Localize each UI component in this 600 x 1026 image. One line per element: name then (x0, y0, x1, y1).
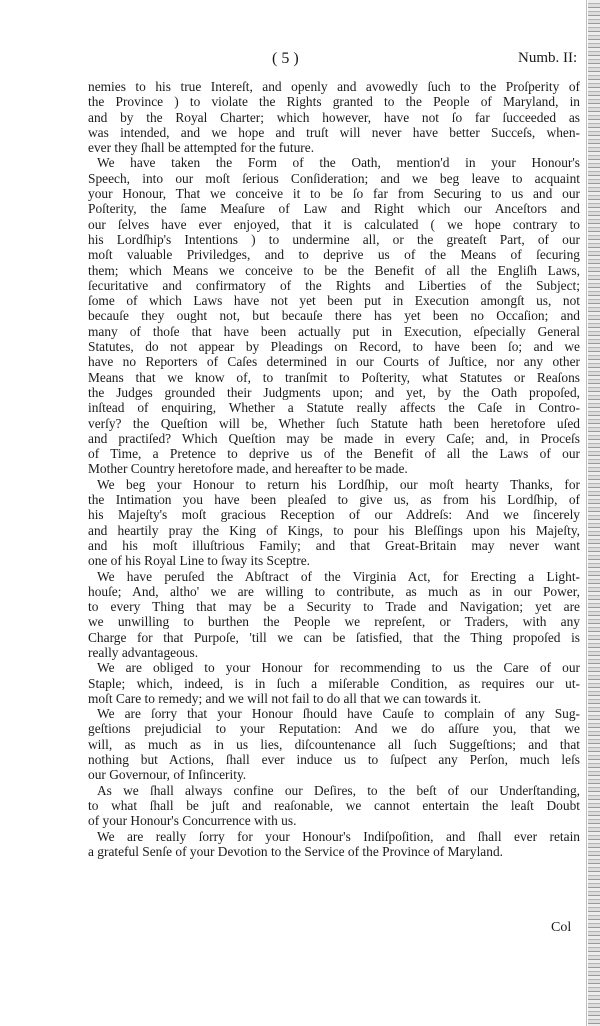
text-line: nothing but Actions, ſhall ever induce us to ſuſpect any Perſon, much leſs (88, 752, 580, 768)
text-line: his Lordſhip's Intentions ) to undermine all, or the greateſt Part, of our (88, 231, 580, 247)
text-line: of Time, a Pretence to deprive us of the Benefit of all the Laws of our (88, 446, 580, 462)
text-line: a grateful Senſe of your Devotion to the Service of the Province of Maryland. (88, 843, 503, 859)
text-line: the Intimation you have been pleaſed to give us, as from his Lordſhip, of (88, 492, 580, 508)
paragraph (88, 706, 580, 782)
binding-strip (588, 0, 600, 1026)
text-line: many of thoſe that have been actually put in Execution, eſpecially General (88, 323, 580, 339)
text-line: nemies to his true Intereſt, and openly and avowedly ſuch to the Proſperity of (88, 79, 580, 94)
paragraph (88, 477, 580, 569)
text-line: we unwilling to burthen the People we repreſent, or Traders, with any (88, 614, 580, 630)
text-line: Statutes, do not appear by Pleadings on Record, to have been ſo; and we (88, 339, 580, 355)
text-line: and his moſt illuſtrious Family; and that Great-Britain may never want (88, 537, 580, 553)
text-line: houſe; And, altho' we are willing to contribute, as much as in our Power, (88, 583, 580, 599)
text-line: them; which Means we conceive to be the Benefit of all the Engliſh Laws, (88, 262, 580, 278)
text-line: to every Thing that may be a Security to Trade and Navigation; yet are (88, 599, 580, 615)
text-line: We are obliged to your Honour for recommending to us the Care of our (97, 660, 580, 676)
text-line: geſtions prejudicial to your Reputation: And we do aſſure you, that we (88, 721, 580, 737)
text-line: really advantageous. (88, 644, 199, 660)
paragraph (88, 660, 580, 706)
text-line: ſecuritative and confirmatory of the Rights and Liberties of the Subject; (88, 277, 580, 293)
page-number: ( 5 ) (272, 50, 299, 67)
text-line: Charge for that Purpoſe, 'till we can be ſatisfied, that the Thing propoſed is (88, 629, 580, 645)
text-line: Mother Country heretofore made, and hereafter to be made. (88, 461, 408, 477)
paragraph (88, 569, 580, 661)
text-line: We are really ſorry for your Honour's Indiſpoſition, and ſhall ever retain (97, 828, 580, 844)
paragraph (88, 783, 580, 829)
text-line: have no Reporters of Caſes determined in our Courts of Juſtice, nor any other (88, 354, 580, 370)
text-line: one of his Royal Line to ſway its Sceptre. (88, 553, 311, 569)
document-body (88, 79, 580, 859)
text-line: We are ſorry that your Honour ſhould have Cauſe to complain of any Sug- (97, 706, 580, 722)
text-line: moſt valuable Priviledges, and to deprive us of the Means of ſecuring (88, 247, 580, 263)
text-line: and by the Royal Charter; which however, have not ſo far ſucceeded as (88, 109, 580, 125)
text-line: Staple; which, indeed, is in ſuch a miſerable Condition, as requires our ut- (88, 675, 580, 691)
text-line: of your Honour's Concurrence with us. (88, 813, 297, 829)
text-line: moſt Care to remedy; and we will not fail to do all that we can towards it. (88, 690, 482, 706)
text-line: and practiſed? Which Queſtion may be made in every Caſe; and, in Proceſs (88, 430, 580, 446)
text-line: to what ſhall be juſt and reaſonable, we cannot entertain the leaſt Doubt (88, 797, 580, 813)
issue-number: Numb. II: (518, 50, 578, 66)
paragraph (88, 829, 580, 860)
catchword: Col (551, 920, 572, 935)
text-line: your Honour, That we conceive it to be ſo far from Securing to us and our (88, 186, 580, 202)
text-line: our Governour, of Inſincerity. (88, 767, 247, 783)
text-line: verſy? the Queſtion will be, Whether ſuch Statute hath been heretofore uſed (88, 415, 580, 431)
text-line: and heartily pray the King of Kings, to pour his Bleſſings upon his Majeſty, (88, 522, 580, 538)
page-edge (586, 0, 587, 1026)
text-line: Poſterity, the ſame Meaſure of Law and Right which our Anceſtors and (88, 201, 580, 217)
text-line: becauſe they ought not, but becauſe there has yet been no Occaſion; and (88, 308, 580, 324)
text-line: We have taken the Form of the Oath, mention'd in your Honour's (97, 155, 580, 171)
text-line: We beg your Honour to return his Lordſhip, our moſt hearty Thanks, for (97, 476, 580, 492)
text-line: will, as much as in us lies, diſcountenance all ſuch Suggeſtions; and that (88, 736, 580, 752)
text-line: Means that we know of, to tranſmit to Poſterity, what Statutes or Reaſons (88, 369, 580, 385)
text-line: was intended, and we hope and truſt will never have better Succeſs, when- (88, 124, 580, 140)
text-line: our ſelves have ever enjoyed, that it is calculated ( we hope contrary to (88, 216, 580, 232)
text-line: ever they ſhall be attempted for the future. (88, 140, 315, 156)
text-line: the Judges grounded their Judgments upon; and yet, by the Oath propoſed, (88, 384, 580, 400)
text-line: We have peruſed the Abſtract of the Virginia Act, for Erecting a Light- (97, 568, 580, 584)
text-line: ſome of which Laws have not yet been put in Execution amongſt us, not (88, 293, 580, 309)
text-line: Speech, into our moſt ſerious Conſideration; and we beg leave to acquaint (88, 170, 580, 186)
paragraph (88, 155, 580, 476)
paragraph (88, 79, 580, 155)
text-line: his Majeſty's moſt gracious Reception of our Addreſs: And we ſincerely (88, 507, 580, 523)
text-line: inſtead of enquiring, Whether a Statute really affects the Caſe in Contro- (88, 400, 580, 416)
text-line: As we ſhall always confine our Deſires, to the beſt of our Underſtanding, (97, 782, 580, 798)
text-line: the Province ) to violate the Rights granted to the People of Maryland, in (88, 94, 580, 110)
